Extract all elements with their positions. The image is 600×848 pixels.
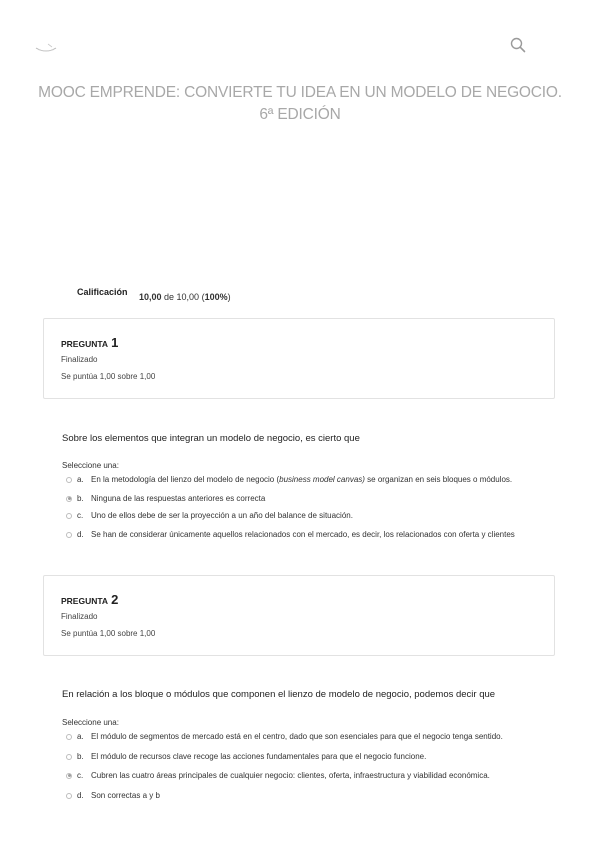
grade-percent: 100% <box>204 292 228 302</box>
question-2-heading <box>61 592 118 607</box>
option-letter: b. <box>77 494 84 503</box>
option-text: El módulo de recursos clave recoge las acciones fundamentales para que el negocio funcione. <box>91 752 427 761</box>
option-text: El módulo de segmentos de mercado está en el centro, dado que son esenciales para que el negocio tenga sentido. <box>91 732 503 741</box>
question-mark: Se puntúa 1,00 sobre 1,00 <box>61 629 156 638</box>
question-1-option-c[interactable] <box>66 510 353 521</box>
option-text: Ninguna de las respuestas anteriores es correcta <box>91 494 266 503</box>
option-text: Se han de considerar únicamente aquellos relacionados con el mercado, es decir, los relacionados con oferta y clientes <box>91 530 515 539</box>
question-2-info-card <box>43 575 555 656</box>
option-letter: a. <box>77 732 84 741</box>
option-letter: a. <box>77 475 84 484</box>
option-text-after: se organizan en seis bloques o módulos. <box>364 475 513 484</box>
question-1-heading <box>61 335 118 350</box>
option-text: Cubren las cuatro áreas principales de cualquier negocio: clientes, oferta, infraestructura y viabilidad económica. <box>91 771 490 780</box>
radio-button[interactable] <box>66 513 72 519</box>
radio-button[interactable] <box>66 734 72 740</box>
question-mark: Se puntúa 1,00 sobre 1,00 <box>61 372 156 381</box>
question-1-option-a[interactable] <box>66 474 512 485</box>
radio-button-selected[interactable] <box>66 773 72 779</box>
question-2-select-prompt: Seleccione una: <box>62 718 119 727</box>
radio-button[interactable] <box>66 793 72 799</box>
grade-out-of: de 10,00 ( <box>161 292 205 302</box>
option-text-before: En la metodología del lienzo del modelo de negocio ( <box>91 475 280 484</box>
question-2-option-a[interactable] <box>66 731 503 742</box>
option-letter: b. <box>77 752 84 761</box>
grade-score: 10,00 <box>139 292 162 302</box>
question-number: 2 <box>111 592 119 607</box>
option-letter: c. <box>77 511 84 520</box>
question-2-option-d[interactable] <box>66 790 160 801</box>
option-letter: d. <box>77 791 84 800</box>
option-letter: d. <box>77 530 84 539</box>
grade-value <box>139 292 231 302</box>
option-text-italic: business model canvas) <box>279 475 365 484</box>
question-2-option-c[interactable] <box>66 770 490 781</box>
radio-button[interactable] <box>66 477 72 483</box>
grade-close-paren: ) <box>227 292 231 302</box>
question-1-text: Sobre los elementos que integran un modelo de negocio, es cierto que <box>62 433 360 444</box>
radio-button[interactable] <box>66 532 72 538</box>
search-icon[interactable] <box>510 37 526 53</box>
question-1-option-d[interactable] <box>66 529 515 540</box>
option-text: Son correctas a y b <box>91 791 160 800</box>
question-1-option-b[interactable] <box>66 493 265 504</box>
question-number: 1 <box>111 335 119 350</box>
radio-button[interactable] <box>66 754 72 760</box>
question-state: Finalizado <box>61 612 98 621</box>
course-title: MOOC EMPRENDE: CONVIERTE TU IDEA EN UN MODELO DE NEGOCIO. 6ª EDICIÓN <box>38 84 562 123</box>
question-1-select-prompt: Seleccione una: <box>62 461 119 470</box>
question-1-info-card <box>43 318 555 399</box>
question-state: Finalizado <box>61 355 98 364</box>
question-2-option-b[interactable] <box>66 751 426 762</box>
option-letter: c. <box>77 771 84 780</box>
radio-button-selected[interactable] <box>66 496 72 502</box>
question-2-text: En relación a los bloque o módulos que componen el lienzo de modelo de negocio, podemos decir que <box>62 689 496 700</box>
site-logo[interactable] <box>34 40 58 54</box>
option-text <box>91 475 512 484</box>
grade-label: Calificación <box>77 287 128 297</box>
question-label: PREGUNTA <box>61 339 109 349</box>
option-text: Uno de ellos debe de ser la proyección a un año del balance de situación. <box>91 511 353 520</box>
question-label: PREGUNTA <box>61 596 109 606</box>
